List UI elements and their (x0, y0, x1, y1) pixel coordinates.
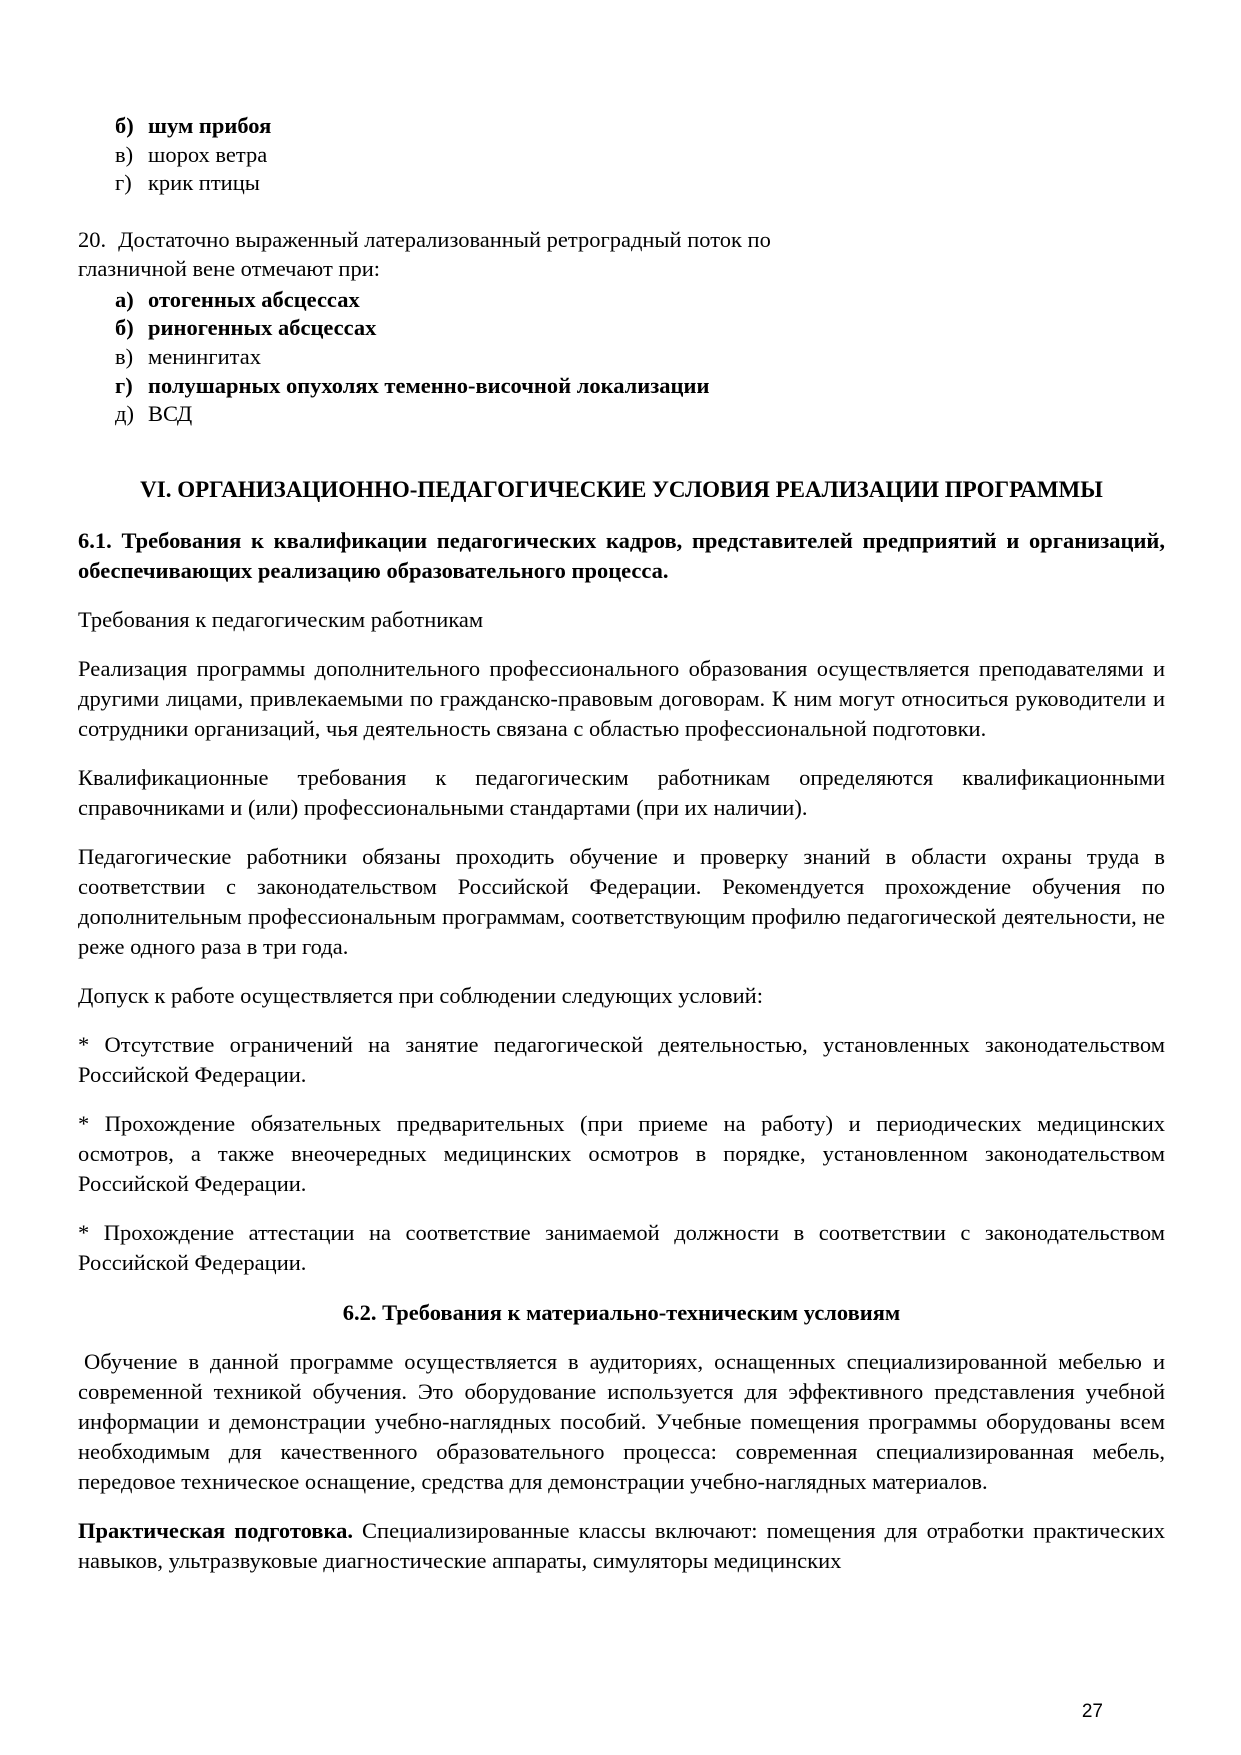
paragraph-practical-training (78, 1516, 1165, 1576)
paragraph-qualification-requirements: Квалификационные требования к педагогическим работникам определяются квалификационными справочниками и (или) профессиональными стандартами (при их наличии). (78, 764, 1165, 820)
option-marker: б) (115, 315, 134, 341)
section-6-2-heading: 6.2. Требования к материально-техническим условиям (342, 1299, 901, 1325)
question-20-options (115, 286, 1165, 429)
option-marker: а) (115, 286, 134, 312)
option-item (115, 286, 1165, 315)
option-item (115, 141, 1165, 170)
option-text: шум прибоя (148, 113, 272, 138)
option-item (115, 314, 1165, 343)
option-marker: в) (115, 343, 134, 369)
option-text: шорох ветра (148, 141, 268, 167)
option-text: отогенных абсцессах (148, 286, 360, 312)
paragraph-condition-no-restrictions: * Отсутствие ограничений на занятие педагогической деятельностью, установленных законодательством Российской Федерации. (78, 1031, 1165, 1087)
option-item (115, 169, 1165, 198)
question-19-options (115, 112, 1165, 198)
paragraph-program-implementation: Реализация программы дополнительного профессионального образования осуществляется преподавателями и другими лицами, привлекаемыми по гражданско-правовым договорам. К ним могут относиться руководители и сотрудники организаций, чья деятельность связана с областью профессиональной подготовки. (78, 655, 1165, 741)
paragraph-work-admission: Допуск к работе осуществляется при соблюдении следующих условий: (78, 982, 763, 1008)
option-item (115, 372, 1165, 401)
paragraph-classroom-equipment: Обучение в данной программе осуществляется в аудиториях, оснащенных специализированной мебелью и современной техникой обучения. Это оборудование используется для эффективного представления учебной информации и демонстрации учебно-наглядных пособий. Учебные помещения программы оборудованы всем необходимым для качественного образовательного процесса: современная специализированная мебель, передовое техническое оснащение, средства для демонстрации учебно-наглядных материалов. (78, 1348, 1165, 1494)
question-line-1: Достаточно выраженный латерализованный ретроградный поток по (118, 226, 771, 252)
option-item (115, 343, 1165, 372)
option-marker: в) (115, 141, 134, 167)
option-marker: б) (115, 113, 134, 138)
section-6-1-heading: 6.1. Требования к квалификации педагогических кадров, представителей предприятий и организаций, обеспечивающих реализацию образовательного процесса. (78, 527, 1165, 583)
practical-training-text: Специализированные классы включают: помещения для отработки практических навыков, ультразвуковые диагностические аппараты, симуляторы медицинских (78, 1517, 1166, 1573)
option-marker: г) (115, 372, 133, 398)
option-text: ВСД (148, 401, 193, 427)
section-6-title: VI. ОРГАНИЗАЦИОННО-ПЕДАГОГИЧЕСКИЕ УСЛОВИЯ РЕАЛИЗАЦИИ ПРОГРАММЫ (140, 476, 1103, 502)
practical-training-lead: Практическая подготовка. (78, 1517, 353, 1543)
page-number: 27 (1081, 1701, 1103, 1722)
question-20-text (78, 225, 1165, 283)
option-text: полушарных опухолях теменно-височной локализации (148, 372, 710, 398)
question-line-2: глазничной вене отмечают при: (78, 255, 380, 281)
paragraph-condition-medical-exams: * Прохождение обязательных предварительных (при приеме на работу) и периодических медицинских осмотров, а также внеочередных медицинских осмотров в порядке, установленном законодательством Российской Федерации. (78, 1110, 1165, 1196)
paragraph-labor-safety-training: Педагогические работники обязаны проходить обучение и проверку знаний в области охраны труда в соответствии с законодательством Российской Федерации. Рекомендуется прохождение обучения по дополнительным профессиональным программам, соответствующим профилю педагогической деятельности, не реже одного раза в три года. (78, 843, 1165, 959)
paragraph-condition-attestation: * Прохождение аттестации на соответствие занимаемой должности в соответствии с законодательством Российской Федерации. (78, 1219, 1165, 1275)
option-text: менингитах (148, 343, 261, 369)
option-item (115, 400, 1165, 429)
paragraph-teacher-requirements: Требования к педагогическим работникам (78, 606, 484, 632)
option-item (115, 112, 1165, 141)
option-marker: д) (115, 401, 134, 427)
option-text: риногенных абсцессах (148, 315, 377, 341)
option-marker: г) (115, 170, 132, 196)
option-text: крик птицы (148, 170, 260, 196)
question-number: 20. (78, 226, 107, 252)
